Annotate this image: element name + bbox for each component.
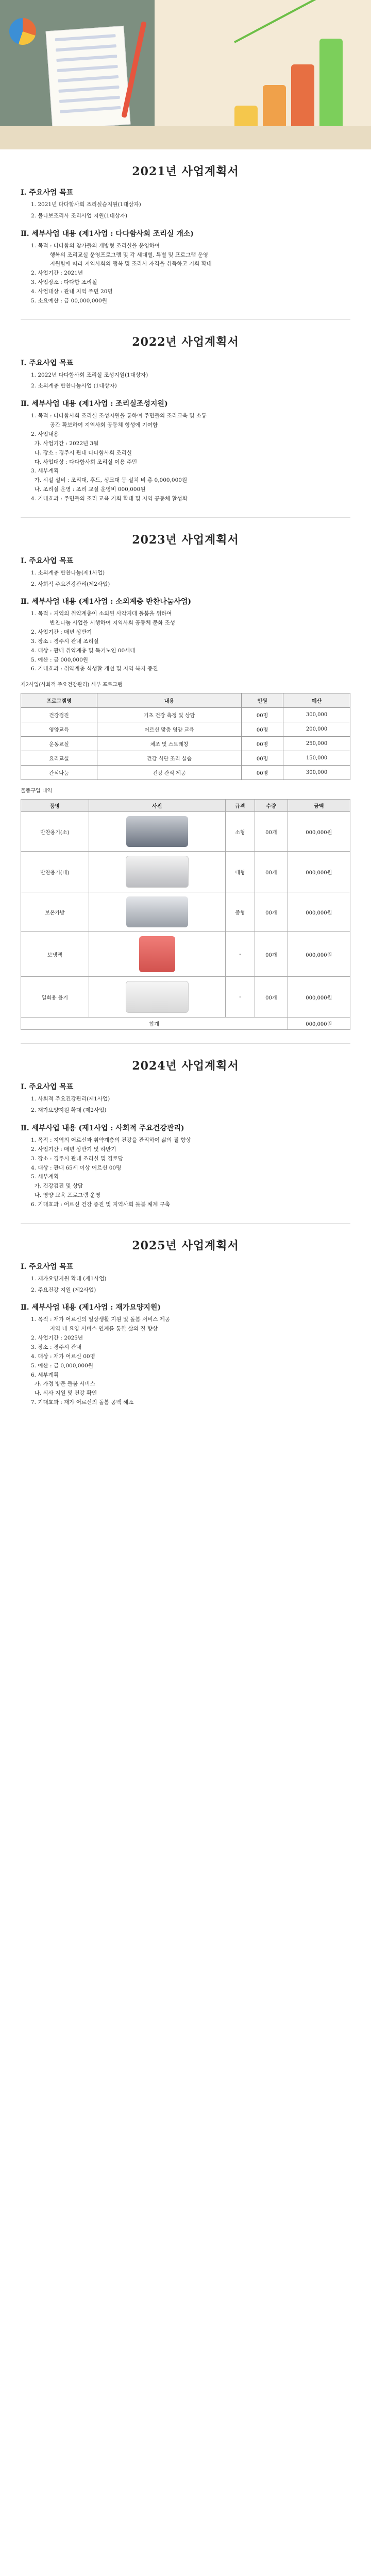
table-header: 수량 bbox=[255, 800, 288, 812]
table-header: 인원 bbox=[242, 693, 283, 708]
plan-year-title: 2022년 사업계획서 bbox=[132, 335, 239, 349]
growth-bar-icon bbox=[234, 106, 258, 126]
goal-item: 2. 재가요양지원 확대 (제2사업) bbox=[31, 1107, 107, 1114]
section-heading: Ⅱ. 세부사업 내용 (제1사업 : 재가요양지원) bbox=[21, 1303, 161, 1312]
section-heading: Ⅱ. 세부사업 내용 (제1사업 : 사회적 주요건강관리) bbox=[21, 1124, 184, 1132]
section-heading: Ⅰ. 주요사업 목표 bbox=[21, 189, 74, 197]
table-header: 프로그램명 bbox=[21, 693, 97, 708]
plan-year-title: 2021년 사업계획서 bbox=[132, 165, 239, 178]
table-row: 반찬용기(소) 소형 00개 000,000원 bbox=[21, 812, 350, 852]
hero-illustration bbox=[0, 0, 371, 149]
table-row: 보온가방 중형 00개 000,000원 bbox=[21, 892, 350, 932]
plan-2023 bbox=[0, 531, 371, 1030]
goal-item: 2. 사회적 주요건강관리(제2사업) bbox=[31, 581, 110, 587]
goods-table bbox=[21, 799, 350, 1030]
plan-year-title: 2024년 사업계획서 bbox=[132, 1059, 239, 1073]
table-caption: 제2사업(사회적 주요건강관리) 세부 프로그램 bbox=[21, 682, 123, 688]
section-heading: Ⅱ. 세부사업 내용 (제1사업 : 다다함사회 조리실 개소) bbox=[21, 229, 194, 238]
product-photo bbox=[126, 896, 188, 927]
table-header: 내용 bbox=[97, 693, 241, 708]
bottom-spacer bbox=[0, 1410, 371, 1440]
goal-item: 2. 불나보조리사 조리사업 지원(1대상자) bbox=[31, 212, 128, 219]
plan-year-title: 2025년 사업계획서 bbox=[132, 1239, 239, 1252]
table-row: 보냉팩 - 00개 000,000원 bbox=[21, 932, 350, 977]
section-body: 1. 목적 : 지역의 취약계층이 소외된 사각지대 돌봄을 위하여 반찬나눔 사업을 시행하여 지역사회 공동체 문화 조성 2. 사업기간 : 매년 상반기 3. 장소 : 경주시 관내 조리실 4. 대상 : 관내 취약계층 및 독거노인 00세대 5. 예산 : 금 000,000원 6. 기대효과 : 취약계층 식생활 개선 및 지역 복지 증진 bbox=[31, 611, 175, 672]
divider bbox=[21, 319, 350, 320]
program-table bbox=[21, 693, 350, 780]
table-header: 예산 bbox=[283, 693, 350, 708]
plan-year-title: 2023년 사업계획서 bbox=[132, 533, 239, 547]
goal-item: 1. 사회적 주요건강관리(제1사업) bbox=[31, 1096, 110, 1103]
table-row: 운동교실 체조 및 스트레칭 00명 250,000 bbox=[21, 737, 350, 751]
plan-2025 bbox=[0, 1237, 371, 1408]
report-paper-graphic bbox=[45, 26, 130, 130]
section-body: 1. 목적 : 다다함사회 조리실 조성지원을 통하여 주민들의 조리교육 및 소통 공간 확보하여 지역사회 공동체 형성에 기여함 2. 사업내용 가. 사업기간 : 2022년 3월 나. 장소 : 경주시 관내 다다함사회 조리실 다. 사업대상 : 다다함사회 조리실 이용 주민 3. 세부계획 가. 시설 설비 : 조리대, 후드, 싱크대 등 설치 비 총 0,000,000원 나. 조리실 운영 : 조리 교실 운영비 000,000원 4. 기대효과 : 주민들의 조리 교육 기회 확대 및 지역 공동체 활성화 bbox=[31, 413, 207, 502]
divider bbox=[21, 517, 350, 518]
section-heading: Ⅰ. 주요사업 목표 bbox=[21, 1262, 74, 1271]
table-row: 일회용 용기 - 00개 000,000원 bbox=[21, 977, 350, 1018]
section-body: 1. 목적 : 재가 어르신의 일상생활 지원 및 돌봄 서비스 제공 지역 내 요양 서비스 연계를 통한 삶의 질 향상 2. 사업기간 : 2025년 3. 장소 : 경주시 관내 4. 대상 : 재가 어르신 00명 5. 예산 : 금 0,000,000원 6. 세부계획 가. 가정 방문 돌봄 서비스 나. 식사 지원 및 건강 확인 7. 기대효과 : 재가 어르신의 돌봄 공백 해소 bbox=[31, 1316, 171, 1406]
section-heading: Ⅱ. 세부사업 내용 (제1사업 : 조리실조성지원) bbox=[21, 400, 168, 409]
table-row: 건강검진 기초 건강 측정 및 상담 00명 300,000 bbox=[21, 708, 350, 722]
table-row: 영양교육 어르신 맞춤 영양 교육 00명 200,000 bbox=[21, 722, 350, 737]
divider bbox=[21, 1043, 350, 1044]
goal-item: 1. 재가요양지원 확대 (제1사업) bbox=[31, 1275, 107, 1282]
plan-2022 bbox=[0, 333, 371, 504]
table-caption: 물품구입 내역 bbox=[21, 788, 53, 794]
divider bbox=[21, 1223, 350, 1224]
growth-bar-icon bbox=[319, 39, 343, 126]
goal-item: 1. 2022년 다다함사회 조리실 조성지원(1대상자) bbox=[31, 371, 148, 378]
table-row: 요리교실 건강 식단 조리 실습 00명 150,000 bbox=[21, 751, 350, 766]
table-header: 사진 bbox=[89, 800, 225, 812]
table-total-row: 합계 000,000원 bbox=[21, 1018, 350, 1030]
section-heading: Ⅰ. 주요사업 목표 bbox=[21, 1083, 74, 1092]
section-body: 1. 목적 : 지역의 어르신과 취약계층의 건강을 관리하여 삶의 질 향상 2. 사업기간 : 매년 상반기 및 하반기 3. 장소 : 경주시 관내 조리실 및 경로당 4. 대상 : 관내 65세 이상 어르신 00명 5. 세부계획 가. 건강검진 및 상담 나. 영양 교육 프로그램 운영 6. 기대효과 : 어르신 건강 증진 및 지역사회 돌봄 체계 구축 bbox=[31, 1137, 191, 1208]
product-photo bbox=[126, 816, 188, 847]
section-heading: Ⅰ. 주요사업 목표 bbox=[21, 359, 74, 367]
section-heading: Ⅰ. 주요사업 목표 bbox=[21, 556, 74, 565]
table-row: 간식나눔 건강 간식 제공 00명 300,000 bbox=[21, 766, 350, 780]
table-header: 규격 bbox=[225, 800, 255, 812]
table-header: 금액 bbox=[288, 800, 350, 812]
section-heading: Ⅱ. 세부사업 내용 (제1사업 : 소외계층 반찬나눔사업) bbox=[21, 598, 192, 606]
growth-bar-icon bbox=[263, 85, 286, 126]
table-row: 반찬용기(대) 대형 00개 000,000원 bbox=[21, 852, 350, 892]
product-photo bbox=[126, 981, 189, 1013]
goal-item: 2. 소외계층 반찬나눔사업 (1대상자) bbox=[31, 383, 117, 389]
plan-2024 bbox=[0, 1057, 371, 1209]
goal-item: 1. 2021년 다다함사회 조리실습지원(1대상자) bbox=[31, 201, 141, 208]
pie-chart-icon bbox=[9, 18, 36, 45]
goal-item: 1. 소외계층 반찬나눔(제1사업) bbox=[31, 569, 105, 576]
section-body: 1. 목적 : 다다함의 참가들의 개방형 조리실을 운영하여 행복의 조리교실 운영프로그램 및 각 세대별, 특별 및 프로그램 운영 지원함에 따라 지역사회의 행복 및 조리사 자격을 취득하고 기회 확대 2. 사업기간 : 2021년 3. 사업장소 : 다다함 조리실 4. 사업대상 : 관내 지역 주민 20명 5. 소요예산 : 금 00,000,000원 bbox=[31, 242, 212, 304]
growth-bar-icon bbox=[291, 64, 314, 126]
product-photo bbox=[126, 856, 189, 888]
desk-surface bbox=[0, 126, 371, 149]
plan-2021 bbox=[0, 163, 371, 306]
goal-item: 2. 주요건강 지원 (제2사업) bbox=[31, 1286, 96, 1293]
product-photo bbox=[139, 936, 175, 972]
growth-arrow-icon bbox=[234, 0, 335, 43]
table-header: 품명 bbox=[21, 800, 89, 812]
